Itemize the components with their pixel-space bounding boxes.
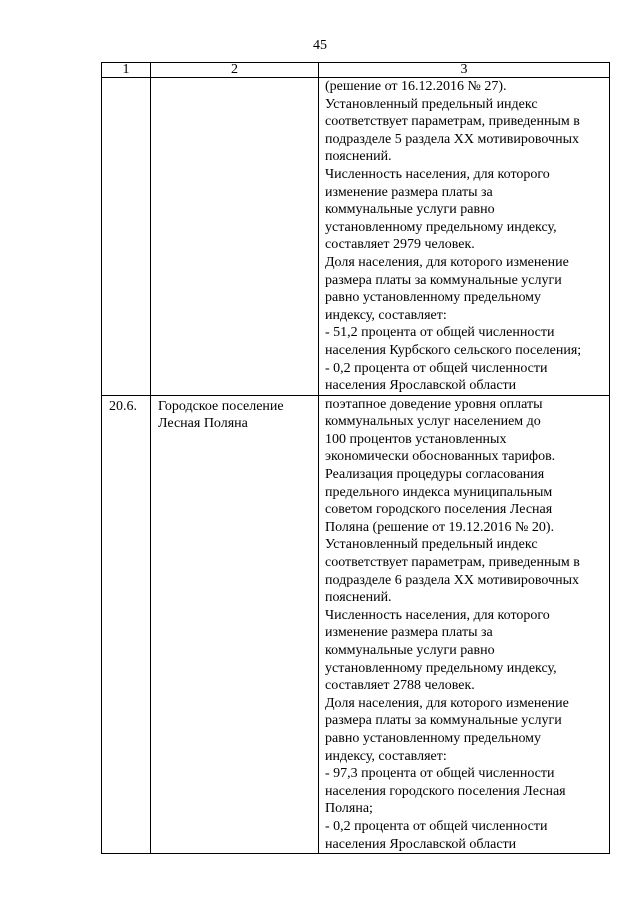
row-number-cell: [102, 78, 151, 396]
description-line: советом городского поселения Лесная: [325, 502, 553, 518]
description-cell: [319, 395, 610, 853]
settlement-name-cell: Городское поселение Лесная Поляна: [151, 395, 319, 853]
description-line: размера платы за коммунальные услуги: [325, 713, 562, 729]
description-line: индексу, составляет:: [325, 307, 447, 323]
description-line: Численность населения, для которого: [325, 166, 550, 182]
settlement-name-cell: [151, 78, 319, 396]
description-line: изменение размера платы за: [325, 625, 493, 641]
description-line: составляет 2788 человек.: [325, 678, 475, 694]
description-line: равно установленному предельному: [325, 290, 542, 306]
description-line: поэтапное доведение уровня оплаты: [325, 396, 543, 412]
description-line: установленному предельному индексу,: [325, 219, 557, 235]
description-line: пояснений.: [325, 149, 392, 165]
description-line: Реализация процедуры согласования: [325, 467, 545, 483]
description-line: подразделе 6 раздела XX мотивировочных: [325, 572, 579, 588]
description-line: - 97,3 процента от общей численности: [325, 766, 555, 782]
column-header-2: 2: [151, 63, 319, 78]
description-line: населения Курбского сельского поселения;: [325, 342, 582, 358]
description-line: Установленный предельный индекс: [325, 537, 538, 553]
description-line: Доля населения, для которого изменение: [325, 695, 569, 711]
description-line: Численность населения, для которого: [325, 607, 550, 623]
description-line: экономически обоснованных тарифов.: [325, 449, 556, 465]
column-header-3: 3: [319, 63, 610, 78]
description-line: коммунальные услуги равно: [325, 202, 495, 218]
description-line: населения Ярославской области: [325, 378, 517, 394]
description-line: равно установленному предельному: [325, 730, 542, 746]
description-line: подразделе 5 раздела XX мотивировочных: [325, 131, 579, 147]
description-line: 100 процентов установленных: [325, 431, 507, 447]
description-line: - 0,2 процента от общей численности: [325, 818, 548, 834]
description-line: соответствует параметрам, приведенным в: [325, 114, 580, 130]
description-line: размера платы за коммунальные услуги: [325, 272, 562, 288]
description-line: Доля населения, для которого изменение: [325, 254, 569, 270]
description-line: Поляна (решение от 19.12.2016 № 20).: [325, 519, 555, 535]
description-line: - 51,2 процента от общей численности: [325, 325, 555, 341]
column-header-1: 1: [102, 63, 151, 78]
page-number: 45: [313, 38, 327, 53]
description-line: - 0,2 процента от общей численности: [325, 360, 548, 376]
table-row: [102, 78, 610, 396]
description-line: предельного индекса муниципальным: [325, 484, 553, 500]
description-line: пояснений.: [325, 590, 392, 606]
description-line: Установленный предельный индекс: [325, 96, 538, 112]
description-line: установленному предельному индексу,: [325, 660, 557, 676]
document-table: [101, 62, 610, 854]
description-cell: [319, 78, 610, 396]
row-number-cell: 20.6.: [102, 395, 151, 853]
table-header-row: [102, 63, 610, 78]
description-line: Поляна;: [325, 801, 373, 817]
description-line: соответствует параметрам, приведенным в: [325, 555, 580, 571]
description-line: населения городского поселения Лесная: [325, 783, 566, 799]
description-line: коммунальных услуг населением до: [325, 414, 541, 430]
description-line: населения Ярославской области: [325, 836, 517, 852]
description-line: индексу, составляет:: [325, 748, 447, 764]
description-line: коммунальные услуги равно: [325, 643, 495, 658]
table-row: [102, 395, 610, 853]
description-line: составляет 2979 человек.: [325, 237, 475, 253]
description-line: изменение размера платы за: [325, 184, 493, 200]
description-line: (решение от 16.12.2016 № 27).: [325, 79, 507, 94]
